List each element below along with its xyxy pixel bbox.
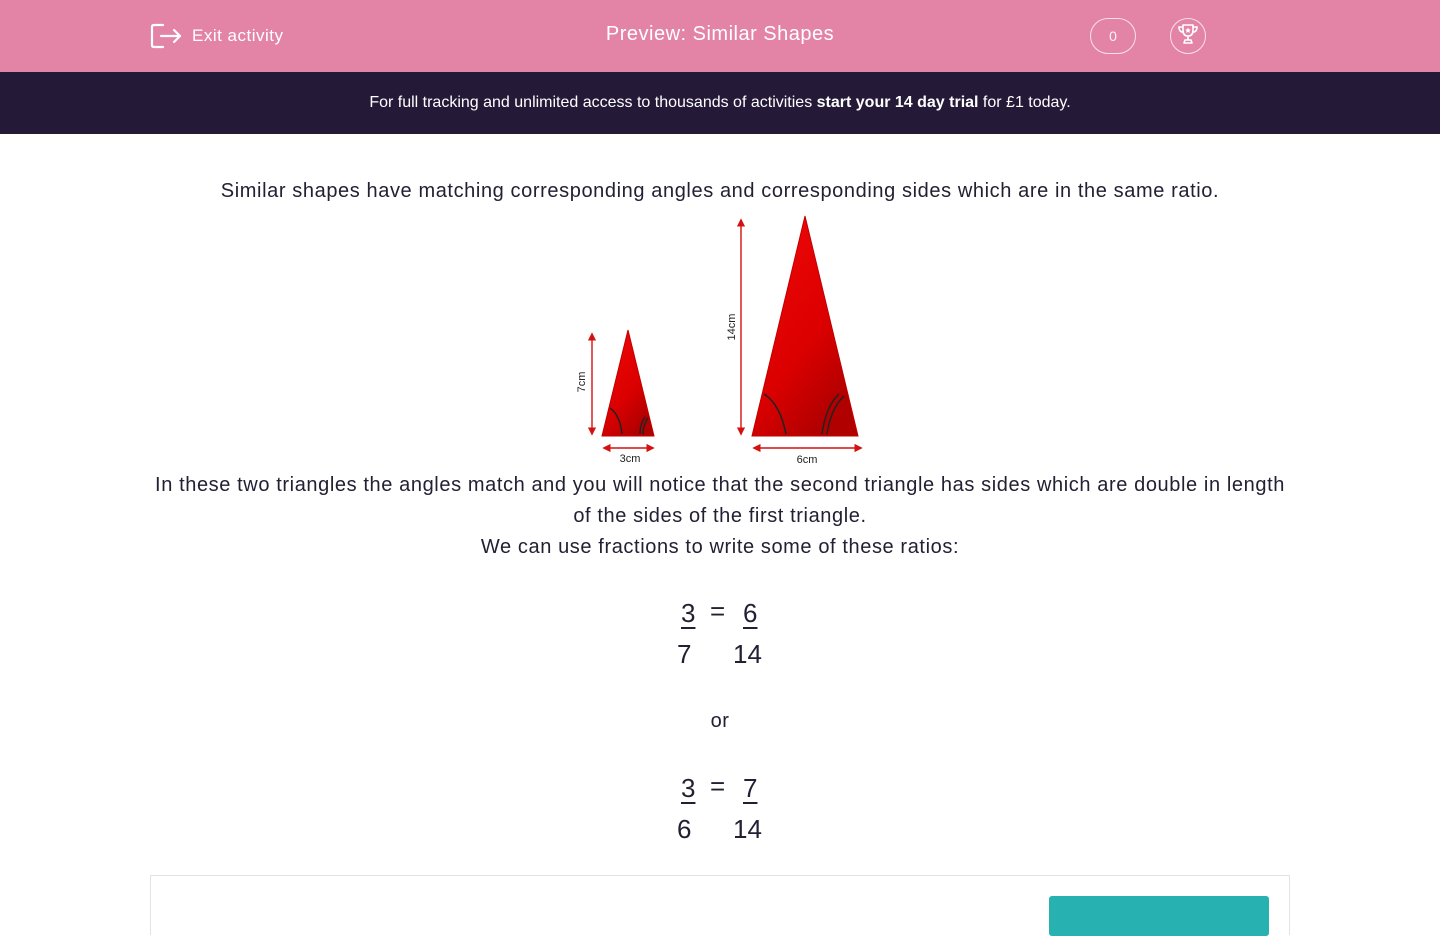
eq2-right-numerator: 7 <box>743 773 758 803</box>
banner-text-end: for £1 today. <box>978 94 1071 111</box>
eq2-left-numerator: 3 <box>681 773 696 803</box>
trophy-icon <box>1176 22 1200 51</box>
exit-icon <box>150 22 182 50</box>
eq1-left-numerator: 3 <box>681 598 696 628</box>
explanation-text <box>150 470 1290 563</box>
large-base-label: 6cm <box>796 454 818 466</box>
eq1-right-numerator: 6 <box>743 598 758 628</box>
eq1-left-denominator: 7 <box>677 639 692 669</box>
trial-banner <box>0 72 1440 134</box>
eq2-right-denominator: 14 <box>733 814 762 844</box>
exit-activity-button[interactable] <box>150 22 284 50</box>
intro-text: Similar shapes have matching corresponding angles and corresponding sides which are in the same ratio. <box>220 180 1220 202</box>
small-height-label: 7cm <box>576 371 588 393</box>
score-badge: 0 <box>1090 18 1136 54</box>
trophy-button[interactable] <box>1170 18 1206 54</box>
eq2-left-denominator: 6 <box>677 814 692 844</box>
large-triangle <box>752 216 858 436</box>
start-trial-link[interactable]: start your 14 day trial <box>816 94 979 111</box>
page-title: Preview: Similar Shapes <box>605 23 835 45</box>
small-base-label: 3cm <box>619 453 641 465</box>
large-height-label: 14cm <box>726 313 738 341</box>
exit-activity-label: Exit activity <box>192 26 284 45</box>
banner-text: For full tracking and unlimited access to thousands of activities <box>369 94 817 111</box>
eq1-equals: = <box>710 596 726 626</box>
similar-triangles-figure <box>560 212 880 472</box>
continue-button[interactable] <box>1049 896 1269 936</box>
eq1-right-denominator: 14 <box>733 639 762 669</box>
explanation-paragraph: In these two triangles the angles match and you will notice that the second triangle has sides which are double in length of the sides of the first triangle. <box>155 474 1285 527</box>
or-text: or <box>710 710 730 732</box>
eq2-equals: = <box>710 771 726 801</box>
ratio-intro: We can use fractions to write some of these ratios: <box>480 536 960 558</box>
question-card <box>150 875 1290 935</box>
top-header <box>0 0 1440 72</box>
small-triangle <box>602 330 654 436</box>
